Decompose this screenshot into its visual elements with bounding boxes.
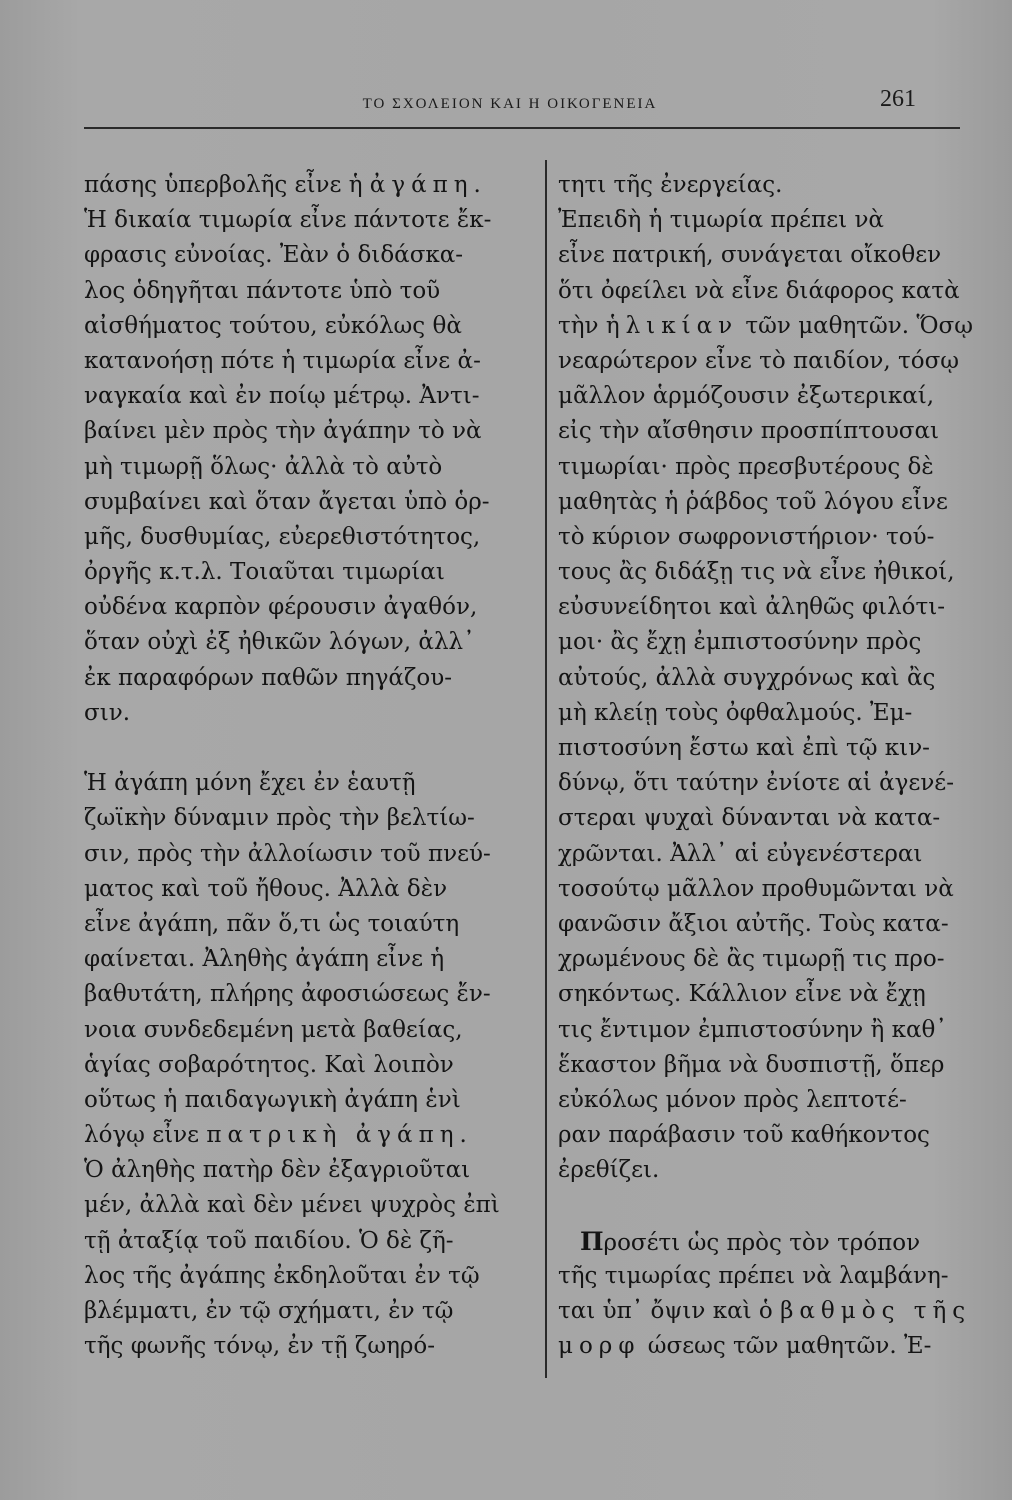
text-line: λος τῆς ἀγάπης ἐκδηλοῦται ἐν τῷ <box>84 1262 480 1289</box>
text-line: ἕκαστον βῆμα νὰ δυσπιστῇ, ὅπερ <box>558 1051 945 1078</box>
text-line: ἐκ παραφόρων παθῶν πηγάζου- <box>84 664 453 691</box>
text-line: νοια συνδεδεμένη μετὰ βαθείας, <box>84 1016 463 1043</box>
header-rule <box>84 127 960 129</box>
page-number: 261 <box>880 86 916 112</box>
text-line: λόγῳ εἶνε πατρικὴ ἀγάπη. <box>84 1122 473 1149</box>
paragraph-gap <box>558 1188 970 1223</box>
text-line: ναγκαία καὶ ἐν ποίῳ μέτρῳ. Ἀντι- <box>84 383 480 410</box>
text-line: τητι τῆς ἐνεργείας. <box>558 172 783 198</box>
right-column <box>558 168 974 1364</box>
text-line: ται ὑπ᾽ ὄψιν καὶ ὁ βαθμὸς τῆς <box>558 1298 972 1324</box>
left-column <box>84 168 530 1364</box>
text-line: τῆς φωνῆς τόνῳ, ἐν τῇ ζωηρό- <box>84 1333 436 1360</box>
text-line: λος ὁδηγῆται πάντοτε ὑπὸ τοῦ <box>84 277 441 304</box>
text-line: εἶνε ἀγάπη, πᾶν ὅ,τι ὡς τοιαύτη <box>84 910 460 937</box>
text-line: μᾶλλον ἁρμόζουσιν ἐξωτερικαί, <box>558 383 935 410</box>
text-line: αἰσθήματος τούτου, εὐκόλως θὰ <box>84 312 462 339</box>
text-line: Ἡ ἀγάπη μόνη ἔχει ἐν ἑαυτῇ <box>84 770 416 797</box>
text-line: Ἡ δικαία τιμωρία εἶνε πάντοτε ἔκ- <box>84 207 492 234</box>
text-line: τοσούτῳ μᾶλλον προθυμῶνται νὰ <box>558 875 954 902</box>
text-line: ὅταν οὐχὶ ἐξ ἠθικῶν λόγων, ἀλλ᾽ <box>84 629 475 656</box>
text-line: μὴ τιμωρῇ ὅλως· ἀλλὰ τὸ αὐτὸ <box>84 453 443 480</box>
text-line: μοι· ἂς ἔχῃ ἐμπιστοσύνην πρὸς <box>558 629 922 656</box>
drop-letter: Π <box>579 1226 604 1256</box>
text-line: ἐρεθίζει. <box>558 1157 660 1184</box>
text-line: ματος καὶ τοῦ ἤθους. Ἀλλὰ δὲν <box>84 875 448 902</box>
text-line: τις ἔντιμον ἐμπιστοσύνην ἢ καθ᾽ <box>558 1016 947 1043</box>
emphasized-word: ἀγάπη. <box>369 172 487 198</box>
emphasized-word: πατρικὴ ἀγάπη. <box>206 1122 473 1149</box>
text-line: εὐσυνείδητοι καὶ ἀληθῶς φιλότι- <box>558 594 946 621</box>
text-line: μορφ ώσεως τῶν μαθητῶν. Ἐ- <box>558 1333 932 1360</box>
text-line: στεραι ψυχαὶ δύνανται νὰ κατα- <box>558 805 941 832</box>
text-line: τῆς τιμωρίας πρέπει νὰ λαμβάνη- <box>558 1262 949 1289</box>
text-line: ὀργῆς κ.τ.λ. Τοιαῦται τιμωρίαι <box>84 559 445 586</box>
text-line: μέν, ἀλλὰ καὶ δὲν μένει ψυχρὸς ἐπὶ <box>84 1192 500 1219</box>
text-line: βαίνει μὲν πρὸς τὴν ἀγάπην τὸ νὰ <box>84 418 482 445</box>
text-line: τῇ ἀταξίᾳ τοῦ παιδίου. Ὁ δὲ ζῆ- <box>84 1227 454 1254</box>
text-line: σιν. <box>84 699 131 726</box>
text-line: σηκόντως. Κάλλιον εἶνε νὰ ἔχῃ <box>558 981 926 1008</box>
text-line: μῆς, δυσθυμίας, εὐερεθιστότητος, <box>84 523 481 550</box>
text-line: φρασις εὐνοίας. Ἐὰν ὁ διδάσκα- <box>84 242 464 269</box>
text-line: τιμωρίαι· πρὸς πρεσβυτέρους δὲ <box>558 453 934 480</box>
text-line: εἰς τὴν αἴσθησιν προσπίπτουσαι <box>558 418 940 445</box>
text-line: ἁγίας σοβαρότητος. Καὶ λοιπὸν <box>84 1051 454 1078</box>
text-line: πάσης ὑπερβολῆς εἶνε ἡ ἀγάπη. <box>84 172 487 198</box>
emphasized-word: μορφ <box>558 1333 641 1360</box>
text-line: τους ἂς διδάξῃ τις νὰ εἶνε ἠθικοί, <box>558 559 955 586</box>
text-line: φανῶσιν ἄξιοι αὐτῆς. Τοὺς κατα- <box>558 910 949 937</box>
running-title: ΤΟ ΣΧΟΛΕΙΟΝ ΚΑΙ Η ΟΙΚΟΓΕΝΕΙΑ <box>362 96 658 112</box>
text-line: οὐδένα καρπὸν φέρουσιν ἀγαθόν, <box>84 594 478 621</box>
text-line: φαίνεται. Ἀληθὴς ἀγάπη εἶνε ἡ <box>84 946 445 973</box>
column-divider <box>545 160 547 1378</box>
text-line: ζωϊκὴν δύναμιν πρὸς τὴν βελτίω- <box>84 805 475 832</box>
text-line: οὕτως ἡ παιδαγωγικὴ ἀγάπη ἑνὶ <box>84 1086 461 1113</box>
text-line: μὴ κλείῃ τοὺς ὀφθαλμούς. Ἐμ- <box>558 699 913 726</box>
text-line: νεαρώτερον εἶνε τὸ παιδίον, τόσῳ <box>558 347 960 374</box>
text-line: Προσέτι ὡς πρὸς τὸν τρόπον <box>579 1226 921 1256</box>
text-line: πιστοσύνη ἔστω καὶ ἐπὶ τῷ κιν- <box>558 735 930 761</box>
text-line: σιν, πρὸς τὴν ἀλλοίωσιν τοῦ πνεύ- <box>84 840 491 867</box>
text-line: μαθητὰς ἡ ῥάβδος τοῦ λόγου εἶνε <box>558 488 948 515</box>
text-line: ραν παράβασιν τοῦ καθήκοντος <box>558 1122 930 1149</box>
text-line: κατανοήσῃ πότε ἡ τιμωρία εἶνε ἀ- <box>84 347 481 374</box>
text-line: συμβαίνει καὶ ὅταν ἄγεται ὑπὸ ὁρ- <box>84 488 490 515</box>
text-line: εὐκόλως μόνον πρὸς λεπτοτέ- <box>558 1086 907 1113</box>
emphasized-word: ἡλικίαν <box>605 312 739 339</box>
text-line: αὐτούς, ἀλλὰ συγχρόνως καὶ ἂς <box>558 664 936 691</box>
text-line: τὴν ἡλικίαν τῶν μαθητῶν. Ὅσῳ <box>558 312 974 339</box>
text-line: εἶνε πατρική, συνάγεται οἴκοθεν <box>558 242 942 269</box>
text-line: χρῶνται. Ἀλλ᾽ αἱ εὐγενέστεραι <box>558 840 923 867</box>
paragraph-gap <box>84 731 530 766</box>
text-line: δύνῳ, ὅτι ταύτην ἐνίοτε αἱ ἀγενέ- <box>558 770 954 797</box>
text-line: χρωμένους δὲ ἂς τιμωρῇ τις προ- <box>558 946 945 973</box>
text-line: βλέμματι, ἐν τῷ σχήματι, ἐν τῷ <box>84 1298 454 1324</box>
text-line: τὸ κύριον σωφρονιστήριον· τού- <box>558 523 935 550</box>
text-line: Ἐπειδὴ ἡ τιμωρία πρέπει νὰ <box>558 207 884 234</box>
text-line: ὅτι ὀφείλει νὰ εἶνε διάφορος κατὰ <box>558 277 960 304</box>
text-line: Ὁ ἀληθὴς πατὴρ δὲν ἐξαγριοῦται <box>84 1157 471 1184</box>
text-line: βαθυτάτη, πλήρης ἀφοσιώσεως ἔν- <box>84 981 491 1008</box>
emphasized-word: βαθμὸς τῆς <box>780 1298 972 1324</box>
